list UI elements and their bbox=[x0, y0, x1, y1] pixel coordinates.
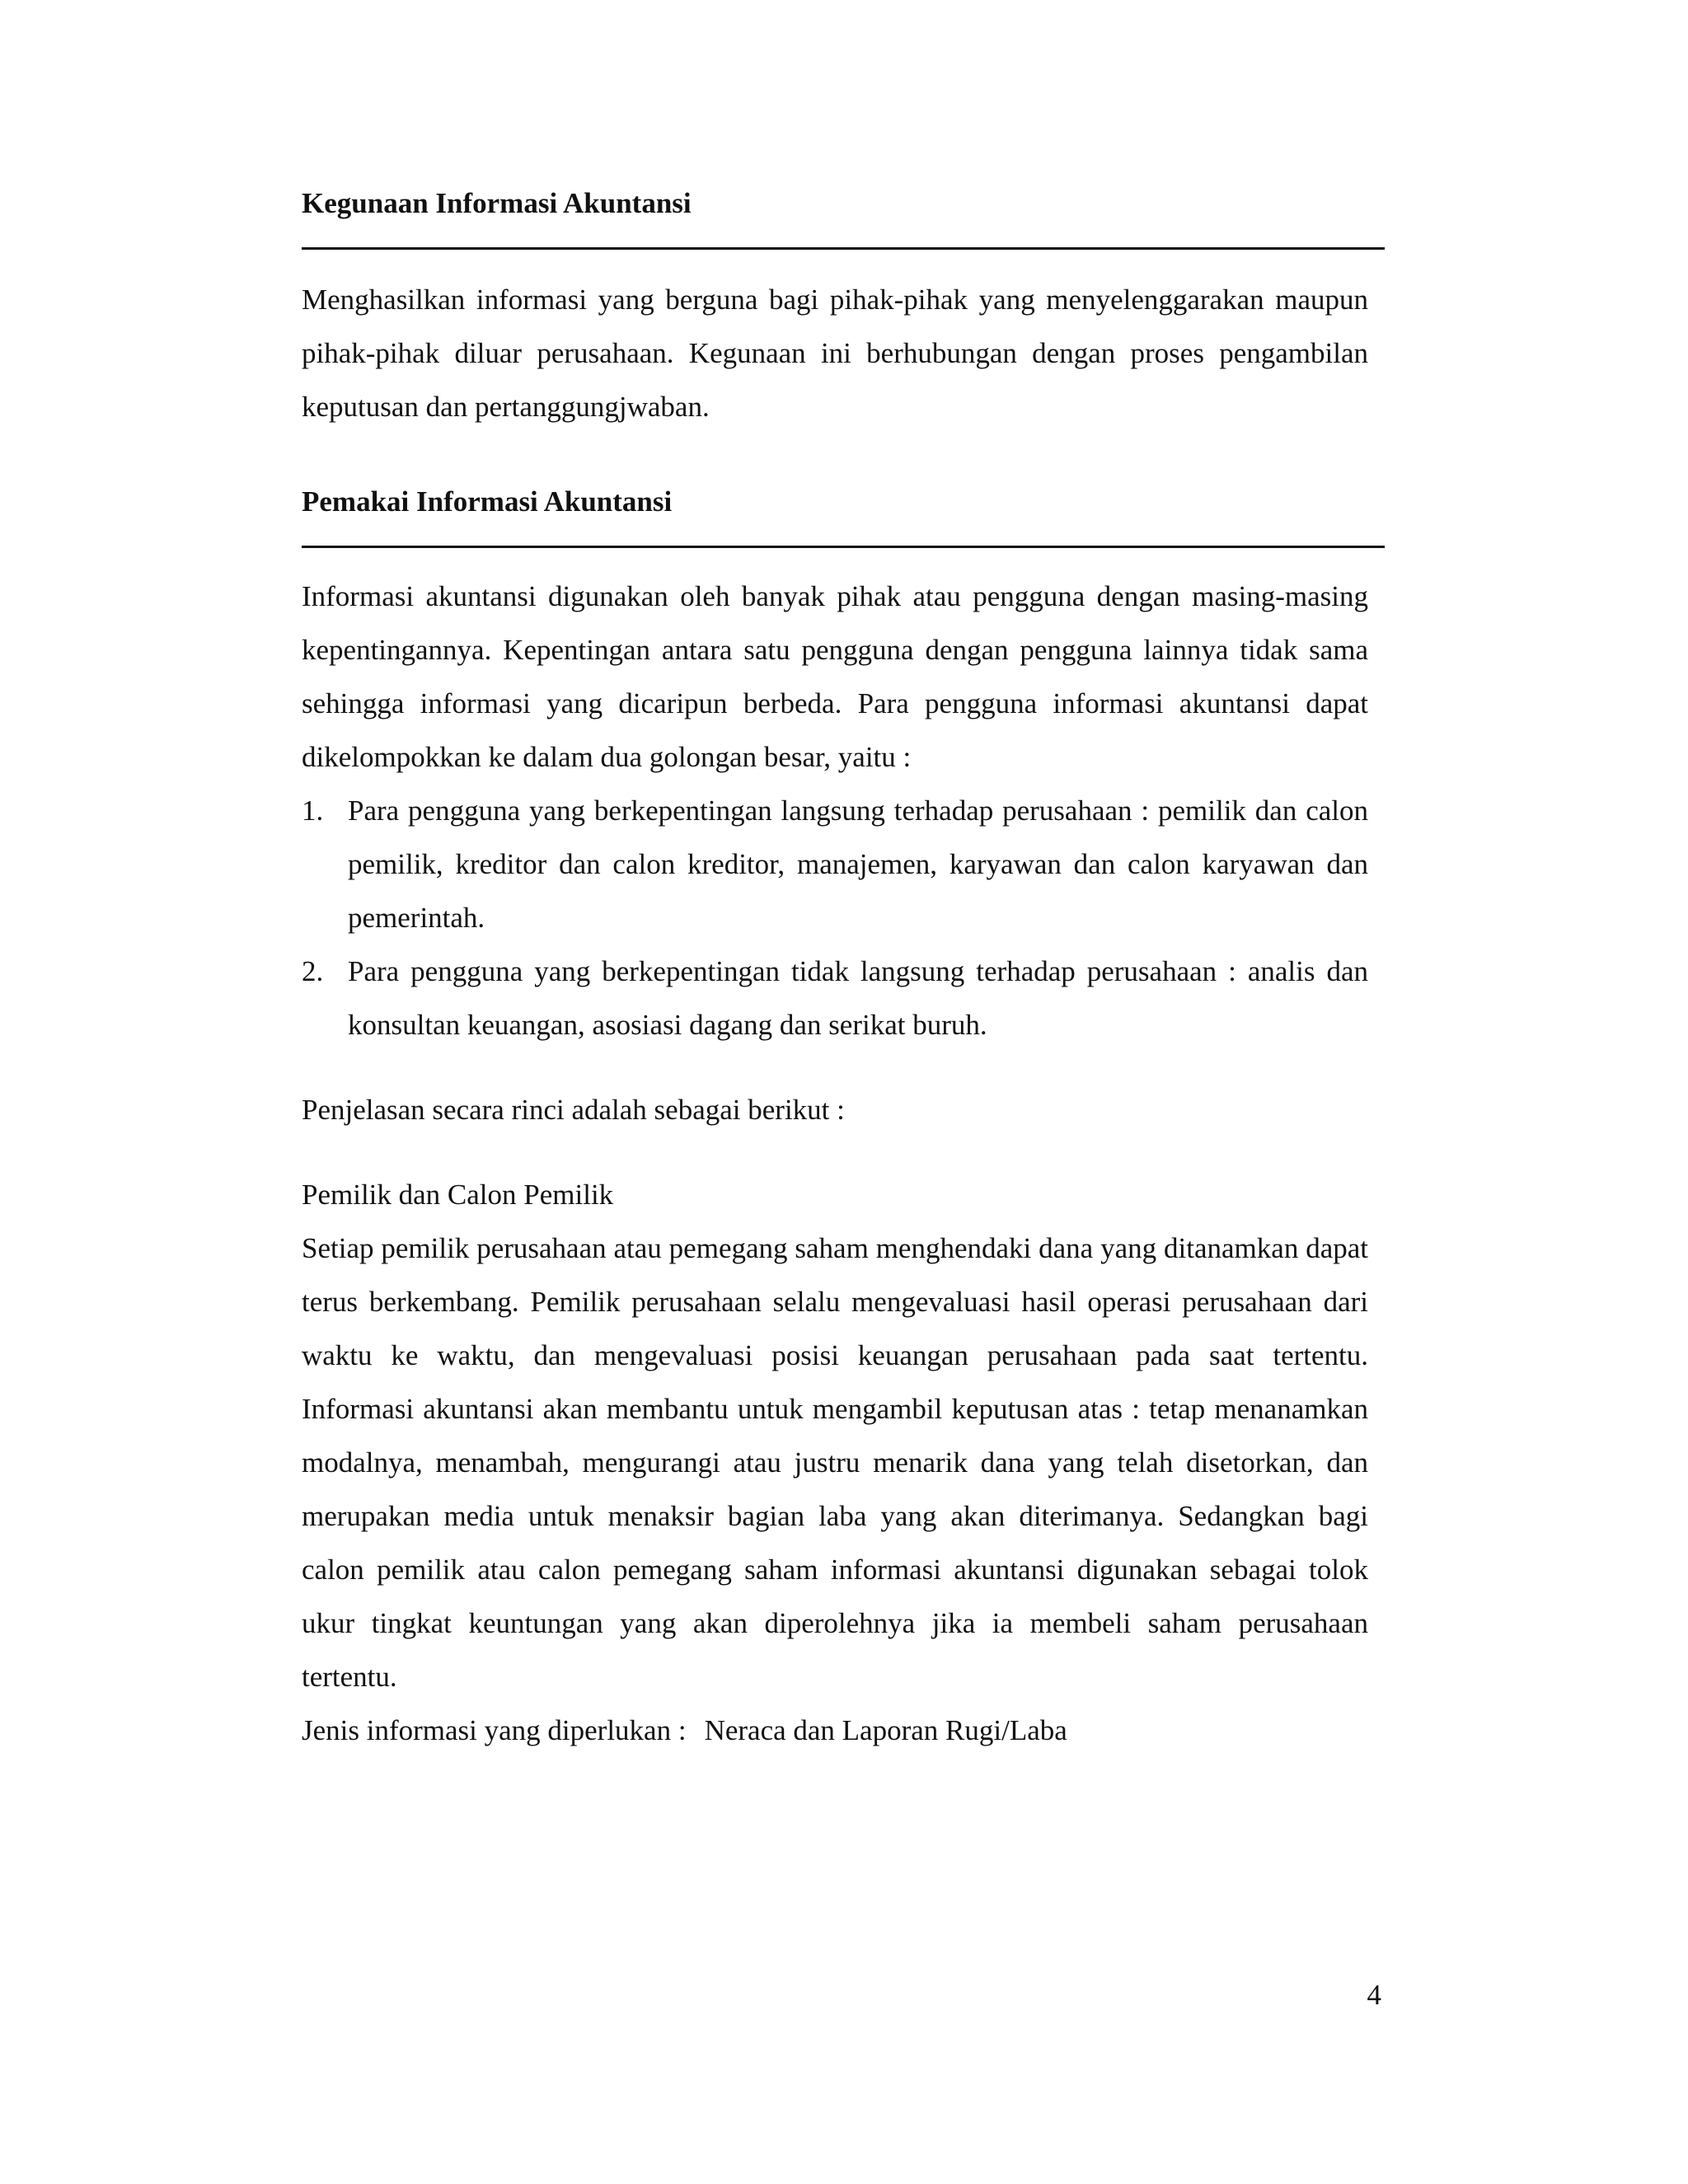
list-item-text: Para pengguna yang berkepentingan langsung terhadap perusahaan : pemilik dan calon pemilik, kreditor dan calon kreditor, manajemen, karyawan dan calon karyawan dan pemerintah. bbox=[348, 794, 1368, 934]
heading-rule bbox=[302, 546, 1385, 548]
required-info-line bbox=[302, 1704, 1373, 1757]
paragraph-pemakai: Informasi akuntansi digunakan oleh banyak pihak atau pengguna dengan masing-masing kepentingannya. Kepentingan antara satu pengguna dengan pengguna lainnya tidak sama sehingga informasi yang dicaripun berbeda. Para pengguna informasi akuntansi dapat dikelompokkan ke dalam dua golongan besar, yaitu : bbox=[302, 580, 1368, 773]
list-item bbox=[302, 944, 1368, 1052]
required-info-value: Neraca dan Laporan Rugi/Laba bbox=[704, 1714, 1067, 1746]
list-item-number: 1. bbox=[302, 794, 324, 827]
list-item-number: 2. bbox=[302, 955, 324, 987]
required-info-label: Jenis informasi yang diperlukan : bbox=[302, 1714, 687, 1746]
section-heading-pemakai: Pemakai Informasi Akuntansi bbox=[302, 485, 673, 518]
paragraph-pemilik: Setiap pemilik perusahaan atau pemegang saham menghendaki dana yang ditanamkan dapat terus berkembang. Pemilik perusahaan selalu mengevaluasi hasil operasi perusahaan dari waktu ke waktu, dan mengevaluasi posisi keuangan perusahaan pada saat tertentu. Informasi akuntansi akan membantu untuk mengambil keputusan atas : tetap menanamkan modalnya, menambah, mengurangi atau justru menarik dana yang telah disetorkan, dan merupakan media untuk menaksir bagian laba yang akan diterimanya. Sedangkan bagi calon pemilik atau calon pemegang saham informasi akuntansi digunakan sebagai tolok ukur tingkat keuntungan yang akan diperolehnya jika ia membeli saham perusahaan tertentu. bbox=[302, 1232, 1368, 1693]
paragraph-kegunaan: Menghasilkan informasi yang berguna bagi pihak-pihak yang menyelenggarakan maupun pihak-pihak diluar perusahaan. Kegunaan ini berhubungan dengan proses pengambilan keputusan dan pertanggungjwaban. bbox=[302, 284, 1368, 423]
page-number: 4 bbox=[1367, 1979, 1381, 2011]
list-item-text: Para pengguna yang berkepentingan tidak langsung terhadap perusahaan : analis dan konsultan keuangan, asosiasi dagang dan serikat buruh. bbox=[348, 955, 1368, 1041]
subsection-title: Pemilik dan Calon Pemilik bbox=[302, 1179, 614, 1211]
user-groups-list bbox=[302, 784, 1368, 1052]
heading-rule bbox=[302, 247, 1385, 250]
list-item bbox=[302, 784, 1368, 944]
page-content bbox=[302, 180, 1373, 1757]
section-heading-kegunaan: Kegunaan Informasi Akuntansi bbox=[302, 187, 692, 219]
detail-intro: Penjelasan secara rinci adalah sebagai berikut : bbox=[302, 1094, 845, 1126]
